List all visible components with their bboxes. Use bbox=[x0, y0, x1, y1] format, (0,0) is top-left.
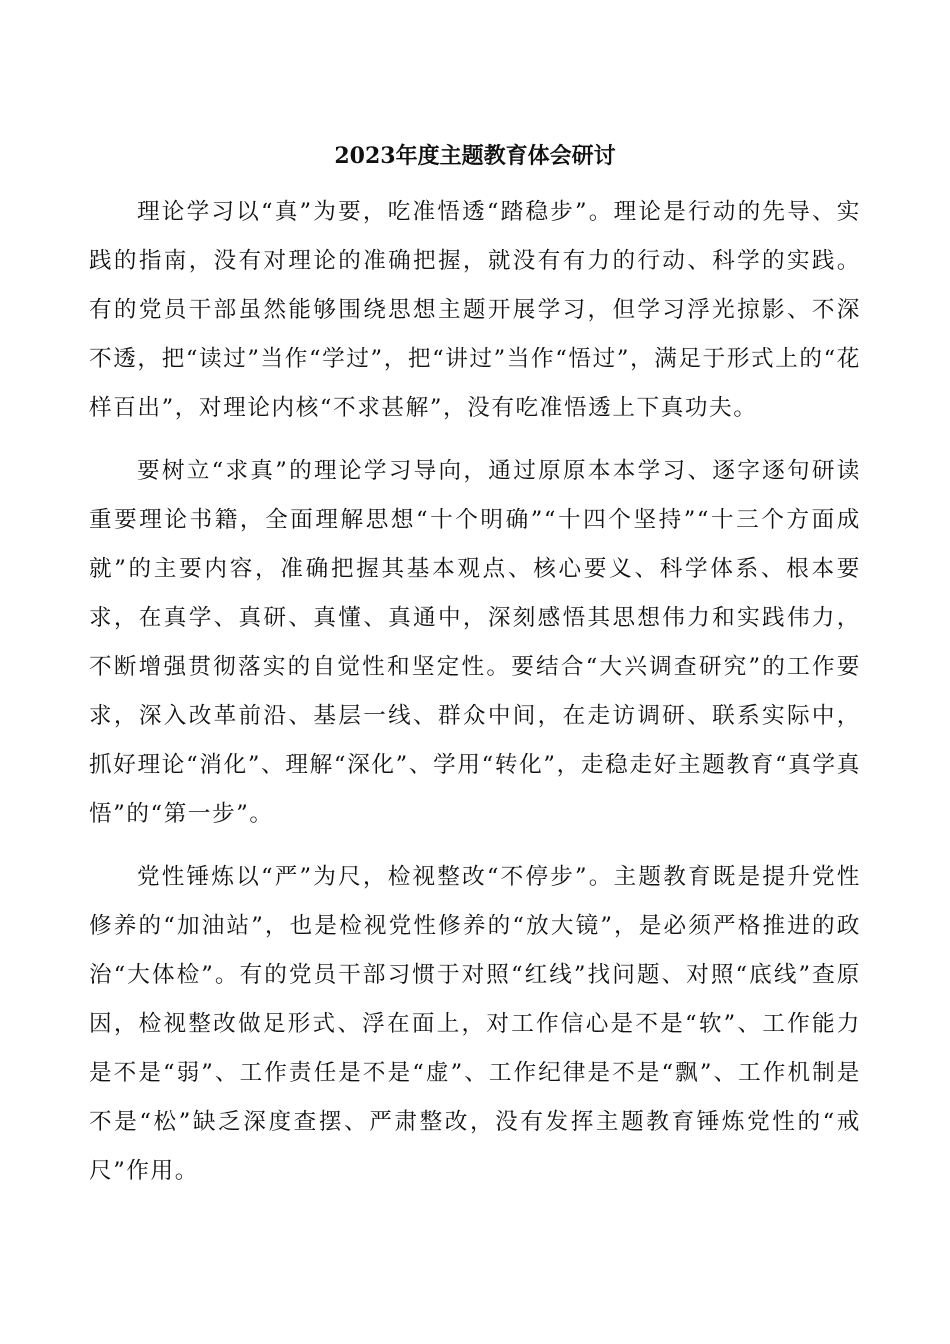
document-body bbox=[89, 188, 861, 1210]
document-title: 2023年度主题教育体会研讨 bbox=[334, 143, 616, 169]
paragraph-party-discipline: 党性锤炼以“严”为尺，检视整改“不停步”。主题教育既是提升党性修养的“加油站”，也是检视党性修养的“放大镜”，是必须严格推进的政治“大体检”。有的党员干部习惯于对照“红线”找问题、对照“底线”查原因，检视整改做足形式、浮在面上，对工作信心是不是“软”、工作能力是不是“弱”、工作责任是不是“虚”、工作纪律是不是“飘”、工作机制是不是“松”缺乏深度查摆、严肃整改，没有发挥主题教育锤炼党性的“戒尺”作用。 bbox=[89, 864, 861, 1184]
paragraph-seek-truth: 要树立“求真”的理论学习导向，通过原原本本学习、逐字逐句研读重要理论书籍，全面理解思想“十个明确”“十四个坚持”“十三个方面成就”的主要内容，准确把握其基本观点、核心要义、科学体系、根本要求，在真学、真研、真懂、真通中，深刻感悟其思想伟力和实践伟力，不断增强贯彻落实的自觉性和坚定性。要结合“大兴调查研究”的工作要求，深入改革前沿、基层一线、群众中间，在走访调研、联系实际中，抓好理论“消化”、理解“深化”、学用“转化”，走稳走好主题教育“真学真悟”的“第一步”。 bbox=[89, 458, 861, 827]
paragraph-theory-study: 理论学习以“真”为要，吃准悟透“踏稳步”。理论是行动的先导、实践的指南，没有对理论的准确把握，就没有有力的行动、科学的实践。有的党员干部虽然能够围绕思想主题开展学习，但学习浮光掠影、不深不透，把“读过”当作“学过”，把“讲过”当作“悟过”，满足于形式上的“花样百出”，对理论内核“不求甚解”，没有吃准悟透上下真功夫。 bbox=[89, 199, 861, 421]
